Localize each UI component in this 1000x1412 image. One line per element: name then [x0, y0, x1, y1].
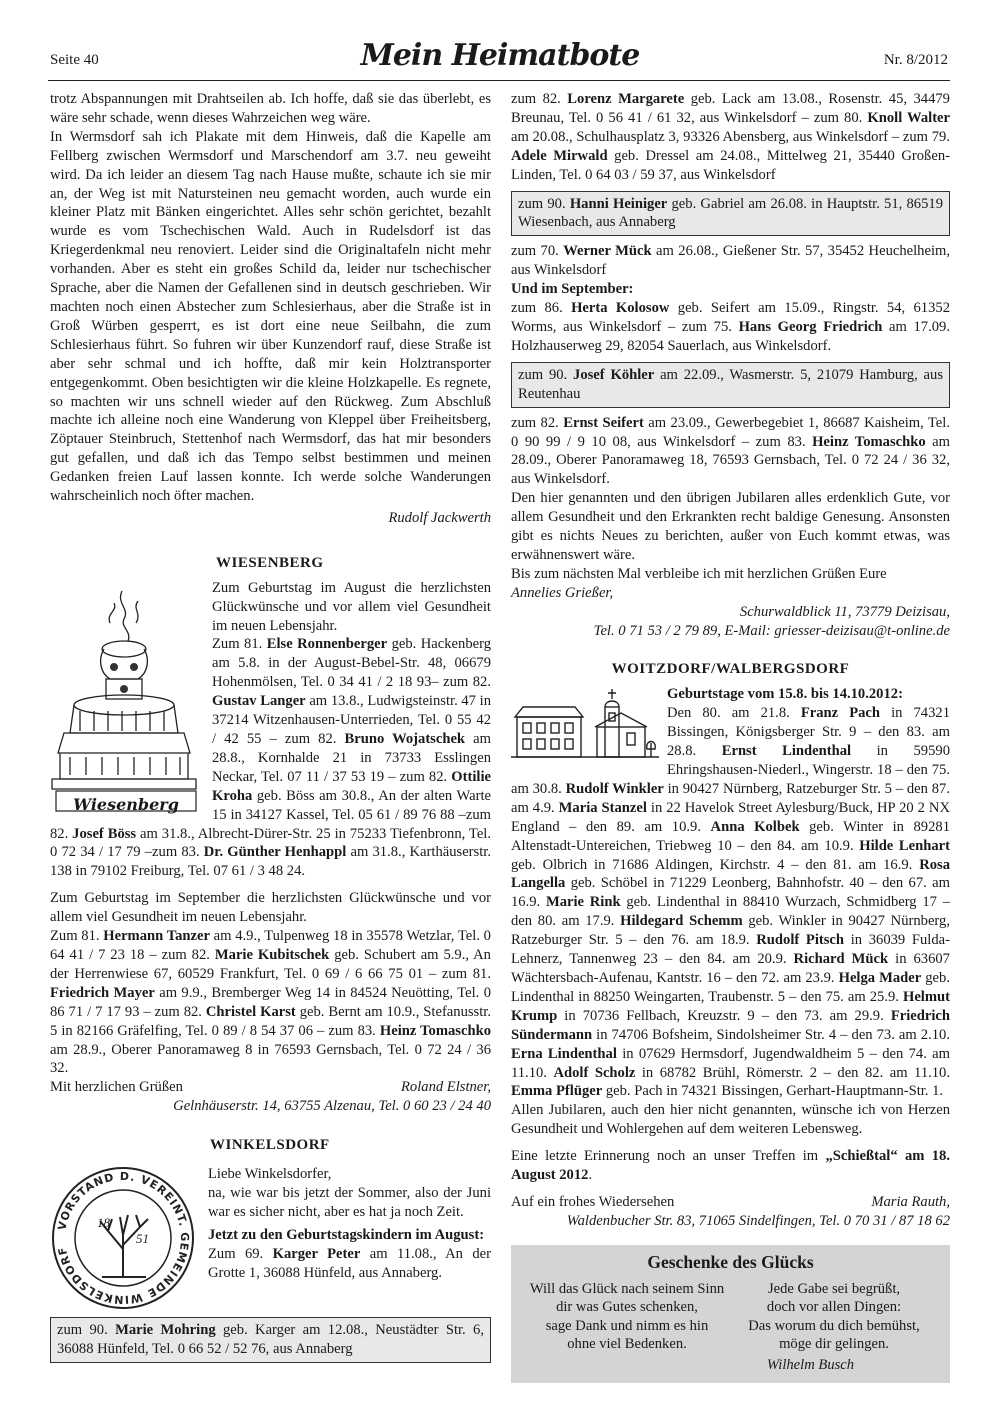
header-rule: [48, 80, 950, 81]
winkelsdorf-section: [50, 1165, 491, 1363]
wiesenberg-fountain-illustration: [50, 583, 202, 813]
birthday-name: Erna Lindenthal: [511, 1045, 617, 1062]
birthday-name: Dr. Günther Henhappl: [203, 844, 347, 861]
birthday-name: Lorenz Margarete: [567, 91, 685, 107]
highlight-box: zum 90. Josef Köhler am 22.09., Wasmerstr. 5, 21079 Hamburg, aus Reutenhau: [511, 362, 950, 408]
birthday-name: Karger Peter: [272, 1245, 361, 1262]
birthday-name: Rosa Langella: [511, 856, 950, 892]
birthday-name: Ottilie Kroha: [212, 768, 491, 804]
wishes-paragraph: Den hier genannten und den übrigen Jubilaren alles erdenklich Gute, vor allem Gesundheit und den Erkrankten recht baldige Genesung. Ansonsten gibt es nichts Neues zu berichten, außer von Euch kommt etwas, was erwähnenswert wäre.: [511, 490, 950, 563]
birthday-name: Helmut Krump: [511, 988, 950, 1024]
author-address: Waldenbucher Str. 83, 71065 Sindelfingen, Tel. 0 70 31 / 87 18 62: [566, 1212, 950, 1229]
left-column: [50, 90, 491, 1363]
poem-title: Geschenke des Glücks: [647, 1251, 814, 1272]
winkelsdorf-subheading: Jetzt zu den Geburtstagskindern im August:: [208, 1226, 485, 1243]
birthday-name: Hans Georg Friedrich: [738, 318, 883, 335]
birthday-name: Maria Stanzel: [558, 799, 647, 816]
birthday-name: Adolf Scholz: [553, 1064, 636, 1081]
birthday-name: Richard Mück: [793, 951, 889, 968]
birthday-name: Friedrich Mayer: [50, 984, 155, 1001]
birthday-name: Hermann Tanzer: [103, 928, 210, 945]
author-name: Roland Elstner,: [401, 1079, 491, 1096]
right-column: [511, 90, 950, 1383]
birthday-name: Hanni Heiniger: [569, 195, 668, 212]
wiesenberg-sep-list: Zum 81. Hermann Tanzer am 4.9., Tulpenweg 18 in 35578 Wetzlar, Tel. 0 64 41 / 7 23 18 – zum 82. Marie Kubitschek geb. Schubert am 5.9., An der Herrenwiese 67, 60529 Frankfurt, Tel. 0 69 / 6 66 75 01 – zum 81. Friedrich Mayer am 9.9., Bremberger Weg 14 in 84524 Neuötting, Tel. 0 86 71 / 7 17 93 – zum 82. Christel Karst geb. Bernt am 10.9., Stefanusstr. 5 in 82166 Gräfelfing, Tel. 0 89 / 8 54 37 06 – zum 83. Heinz Tomaschko am 28.9., Oberer Panoramaweg 8 in 76593 Gernsbach, Tel. 0 72 24 / 36 32.: [50, 928, 491, 1077]
wiesenberg-aug-list: Zum 81. Else Ronnenberger geb. Hackenberg am 5.8. in der August-Bebel-Str. 48, 06679 Hohenmölsen, Tel. 0 34 41 / 2 18 93– zum 82. Gustav Langer am 13.8., Ludwigsteinstr. 47 in 37214 Witzenhausen-Unterrieden, Tel. 0 55 42 / 42 55 – zum 82. Bruno Wojatschek am 28.8., Kornhalde 21 in 73733 Esslingen Neckar, Tel. 07 11 / 37 53 19 – zum 82. Ottilie Kroha geb. Böss am 30.8., An der alten Warte 15 in 34127 Kassel, Tel. 05 61 / 89 76 88 –zum 82. Josef Böss am 31.8., Albrecht-Dürer-Str. 25 in 75233 Tiefenbronn, Tel. 0 72 34 / 17 79 –zum 83. Dr. Günther Henhappl am 31.8., Karthäuserstr. 138 in 79102 Freiburg, Tel. 07 61 / 3 48 24.: [50, 636, 492, 880]
svg-text:18: 18: [97, 1215, 110, 1231]
birthday-name: Emma Pflüger: [511, 1083, 603, 1100]
woitzdorf-closing: Auf ein frohes Wiedersehen Maria Rauth,: [511, 1193, 950, 1210]
september-list: zum 86. Herta Kolosow geb. Seifert am 15.09., Ringstr. 54, 61352 Worms, aus Winkelsdorf – zum 75. Hans Georg Friedrich am 17.09. Holzhauserweg 29, 82054 Sauerlach, aus Winkelsdorf.: [511, 300, 950, 354]
author-name: Annelies Grießer,: [511, 584, 614, 601]
salutation: Liebe Winkelsdorfer,: [208, 1166, 332, 1183]
poem-box: [511, 1245, 950, 1383]
section-title-wiesenberg: WIESENBERG: [216, 554, 324, 571]
birthday-name: Rudolf Winkler: [565, 780, 664, 797]
birthday-name: Hilde Lenhart: [859, 837, 950, 854]
woitzdorf-section: [511, 685, 950, 1230]
birthday-name: Hildegard Schemm: [620, 913, 743, 930]
wiesenberg-closing: Mit herzlichen Grüßen Roland Elstner,: [50, 1079, 491, 1096]
birthday-name: Herta Kolosow: [571, 300, 670, 317]
birthday-name: Anna Kolbek: [710, 818, 800, 835]
woitzdorf-heading: Geburtstage vom 15.8. bis 14.10.2012:: [667, 686, 903, 703]
birthday-name: Werner Mück: [563, 243, 652, 260]
birthday-name: Marie Mohring: [115, 1322, 216, 1339]
winkelsdorf-seal: [50, 1165, 196, 1311]
birthday-name: Friedrich Sündermann: [511, 1007, 950, 1043]
section-title-winkelsdorf: WINKELSDORF: [210, 1137, 330, 1154]
village-icon: [511, 687, 659, 761]
wiesenberg-image-label: Wiesenberg: [73, 794, 179, 814]
birthday-name: Gustav Langer: [212, 693, 306, 710]
wiesenberg-greeting-aug: Zum Geburtstag im August die herzlichsten Glückwünsche und vor allem viel Gesundheit im neuen Lebensjahr.: [212, 579, 491, 634]
birthday-name: Rudolf Pitsch: [756, 932, 845, 949]
birthday-name: Josef Böss: [72, 825, 137, 842]
birthday-name: Helga Mader: [838, 969, 922, 986]
birthday-name: Else Ronnenberger: [266, 636, 388, 653]
winkelsdorf-intro: na, wie war bis jetzt der Sommer, also der Juni war es sicher nicht, aber es hat ja noch Zeit.: [208, 1184, 491, 1220]
birthday-name: Heinz Tomaschko: [812, 433, 926, 450]
birthday-name: Josef Köhler: [573, 366, 655, 383]
farewell: Bis zum nächsten Mal verbleibe ich mit herzlichen Grüßen Eure: [511, 565, 887, 582]
author-address: Schurwaldblick 11, 73779 Deizisau,: [739, 603, 950, 620]
birthday-entry: zum 70. Werner Mück am 26.08., Gießener Str. 57, 35452 Heuchelheim, aus Winkelsdorf: [511, 243, 950, 279]
seal-icon: [50, 1165, 196, 1311]
birthday-name: Bruno Wojatschek: [344, 731, 466, 747]
meeting-reminder: Eine letzte Erinnerung noch an unser Treffen im „Schießtal“ am 18. August 2012.: [511, 1148, 950, 1184]
september-list-2: zum 82. Ernst Seifert am 23.09., Gewerbegebiet 1, 86687 Kaisheim, Tel. 0 90 99 / 9 10 08, aus Winkelsdorf – zum 83. Heinz Tomaschko am 28.09., Oberer Panoramaweg 18, 76593 Gernsbach, Tel. 0 72 24 / 36 32, aus Winkelsdorf.: [511, 414, 950, 488]
birthday-name: Marie Rink: [545, 894, 621, 911]
woitzdorf-wishes: Allen Jubilaren, auch den hier nicht genannten, wünsche ich von Herzen Gesundheit und Wohlergehen auf dem weiteren Lebensweg.: [511, 1102, 950, 1138]
svg-text:51: 51: [136, 1231, 149, 1247]
signature: Rudolf Jackwerth: [388, 509, 491, 526]
section-title-woitzdorf: WOITZDORF/WALBERGSDORF: [611, 661, 850, 678]
winkelsdorf-entry: Zum 69. Karger Peter am 11.08., An der Grotte 1, 36088 Hünfeld, aus Annaberg.: [208, 1245, 491, 1281]
travel-paragraph: In Wermsdorf sah ich Plakate mit dem Hinweis, daß die Kapelle am Fellberg zwischen Wermsdorf und Marschendorf am 3.7. neu geweiht wird. Da ich leider an diesem Tag nach Hause mußte, schaute ich sie mir an, der Weg ist mit Natursteinen neu gemacht worden, auch wurde ein kleiner Platz mit Bänken eingerichtet. Alles sehr schön gerichtet, bezahlt wurde es vom Tschechischen Wald. Auch in Rudelsdorf ist das Kriegerdenkmal neu renoviert. Leider sind die Originaltafeln nicht mehr vorhanden. Aber es steht ein großes Schild da, leider nur tschechischer Sprache, aber die Namen der Gefallenen sind in deutsch geschrieben. Wir machten noch einen Abstecher zum Schlesierhaus, aber die Straße ist in Groß Würben gesperrt, es ist dort eine neue Seilbahn, die zum Schlesierhaus führt. So fuhren wir über Kunzendorf rauf, diese Straße ist aber sehr schmal und ich hoffte, daß mir kein Holztransporter entgegenkommt. Oben besichtigten wir die kleine Holzkapelle. Es regnete, so machten wir uns schnell wieder auf den Rückweg. Zum Abschluß machte ich alleine noch eine Wanderung von Kleppel über Freiheitsberg, Zöptauer Steinbruch, Stettenhof nach Wermsdorf, das hat mir besonders gut gefallen, und daß ich das Tempo selbst bestimmen und meinen Gedanken freien Lauf lassen konnte. Ich werde solche Wanderungen wahrscheinlich noch öfter machen.: [50, 128, 491, 505]
poem-stanza-right: Jede Gabe sei begrüßt, doch vor allen Dingen: Das worum du dich bemühst, möge dir gelingen.: [748, 1280, 920, 1353]
wiesenberg-greeting-sep: Zum Geburtstag im September die herzlichsten Glückwünsche und vor allem viel Gesundheit im neuen Lebensjahr.: [50, 890, 491, 926]
woitzdorf-list: Den 80. am 21.8. Franz Pach in 74321 Bissingen, Königsberger Str. 9 – den 83. am 28.8. Ernst Lindenthal in 59590 Ehringshausen-Niederl., Wingerstr. 18 – den 75. am 30.8. Rudolf Winkler in 90427 Nürnberg, Ratzeburger Str. 5 – den 87. am 4.9. Maria Stanzel in 22 Havelok Street Aylesburg/Buck, HP 20 2 NX England – den 89. am 10.9. Anna Kolbek geb. Winter in 89281 Altenstadt-Untereichen, Triebweg 10 – den 84. am 10.9. Hilde Lenhart geb. Olbrich in 71686 Aldingen, Kirchstr. 4 – den 81. am 16.9. Rosa Langella geb. Schöbel in 71229 Leonberg, Bahnhofstr. 40 – den 67. am 16.9. Marie Rink geb. Lindenthal in 88410 Wurzach, Schmidberg 17 – den 80. am 17.9. Hildegard Schemm geb. Winkler in 90427 Nürnberg, Ratzeburger Str. 5 – den 76. am 18.9. Rudolf Pitsch in 36039 Fulda-Lehnerz, Tannenweg 23 – den 84. am 20.9. Richard Mück in 63607 Wächtersbach-Aufenau, Kantstr. 16 – den 72. am 23.9. Helga Mader geb. Lindenthal in 88250 Weingarten, Traubenstr. 5 – den 75. am 25.9. Helmut Krump in 70736 Fellbach, Kreuzstr. 9 – den 73. am 29.9. Friedrich Sündermann in 74706 Bofsheim, Sindolsheimer Str. 4 – den 73. am 2.10. Erna Lindenthal in 07629 Hermsdorf, Jugendwaldheim 5 – den 74. am 11.10. Adolf Scholz in 68782 Brühl, Römerstr. 2 – den 82. am 11.10. Emma Pflüger geb. Pach in 74321 Bissingen, Gerhart-Hauptmann-Str. 1.: [511, 705, 951, 1100]
birthday-name: Christel Karst: [205, 1003, 296, 1020]
winkelsdorf-continued: zum 82. Lorenz Margarete geb. Lack am 13.08., Rosenstr. 45, 34479 Breunau, Tel. 0 56 41 / 61 32, aus Winkelsdorf – zum 80. Knoll Walter am 20.08., Schulhausplatz 3, 93326 Abensberg, aus Winkelsdorf – zum 79. Adele Mirwald geb. Dressel am 24.08., Mittelweg 21, 35440 Großen-Linden, Tel. 0 64 03 / 59 37, aus Winkelsdorf: [511, 91, 951, 183]
birthday-name: Ernst Seifert: [563, 414, 644, 431]
birthday-name: Marie Kubitschek: [214, 946, 330, 963]
village-illustration: [511, 687, 659, 761]
masthead-title: Mein Heimatbote: [360, 38, 640, 73]
birthday-name: Ernst Lindenthal: [721, 743, 852, 760]
wiesenberg-section: [50, 579, 491, 1116]
highlight-box: zum 90. Hanni Heiniger geb. Gabriel am 26.08. in Hauptstr. 51, 86519 Wiesenbach, aus Annaberg: [511, 191, 950, 237]
poem-author: Wilhelm Busch: [766, 1356, 855, 1373]
author-contact: Tel. 0 71 53 / 2 79 89, E-Mail: griesser-deizisau@t-online.de: [593, 622, 950, 639]
page-number: Seite 40: [50, 52, 99, 68]
intro-paragraph: trotz Abspannungen mit Drahtseilen ab. Ich hoffe, daß sie das überlebt, es wäre sehr schade, wenn dieses Wahrzeichen weg wäre.: [50, 91, 491, 126]
birthday-name: Heinz Tomaschko: [379, 1022, 491, 1039]
birthday-name: Knoll Walter: [867, 109, 951, 126]
poem-stanza-left: Will das Glück nach seinem Sinn dir was Gutes schenken, sage Dank und nimm es hin ohne viel Bedenken.: [529, 1280, 725, 1353]
author-name: Maria Rauth,: [871, 1193, 950, 1210]
author-address: Gelnhäuserstr. 14, 63755 Alzenau, Tel. 0 60 23 / 24 40: [173, 1098, 491, 1115]
september-heading: Und im September:: [511, 281, 634, 298]
issue-number: Nr. 8/2012: [883, 52, 948, 68]
birthday-name: Franz Pach: [800, 705, 881, 722]
highlight-box: zum 90. Marie Mohring geb. Karger am 12.08., Neustädter Str. 6, 36088 Hünfeld, Tel. 0 66 52 / 52 76, aus Annaberg: [50, 1317, 491, 1363]
svg-text:VORSTAND D. VEREINT. GEMEINDE: VORSTAND D. VEREINT. GEMEINDE WINKELSDORF: [55, 1169, 192, 1307]
fountain-icon: [50, 583, 202, 813]
birthday-name: Adele Mirwald: [511, 147, 608, 164]
